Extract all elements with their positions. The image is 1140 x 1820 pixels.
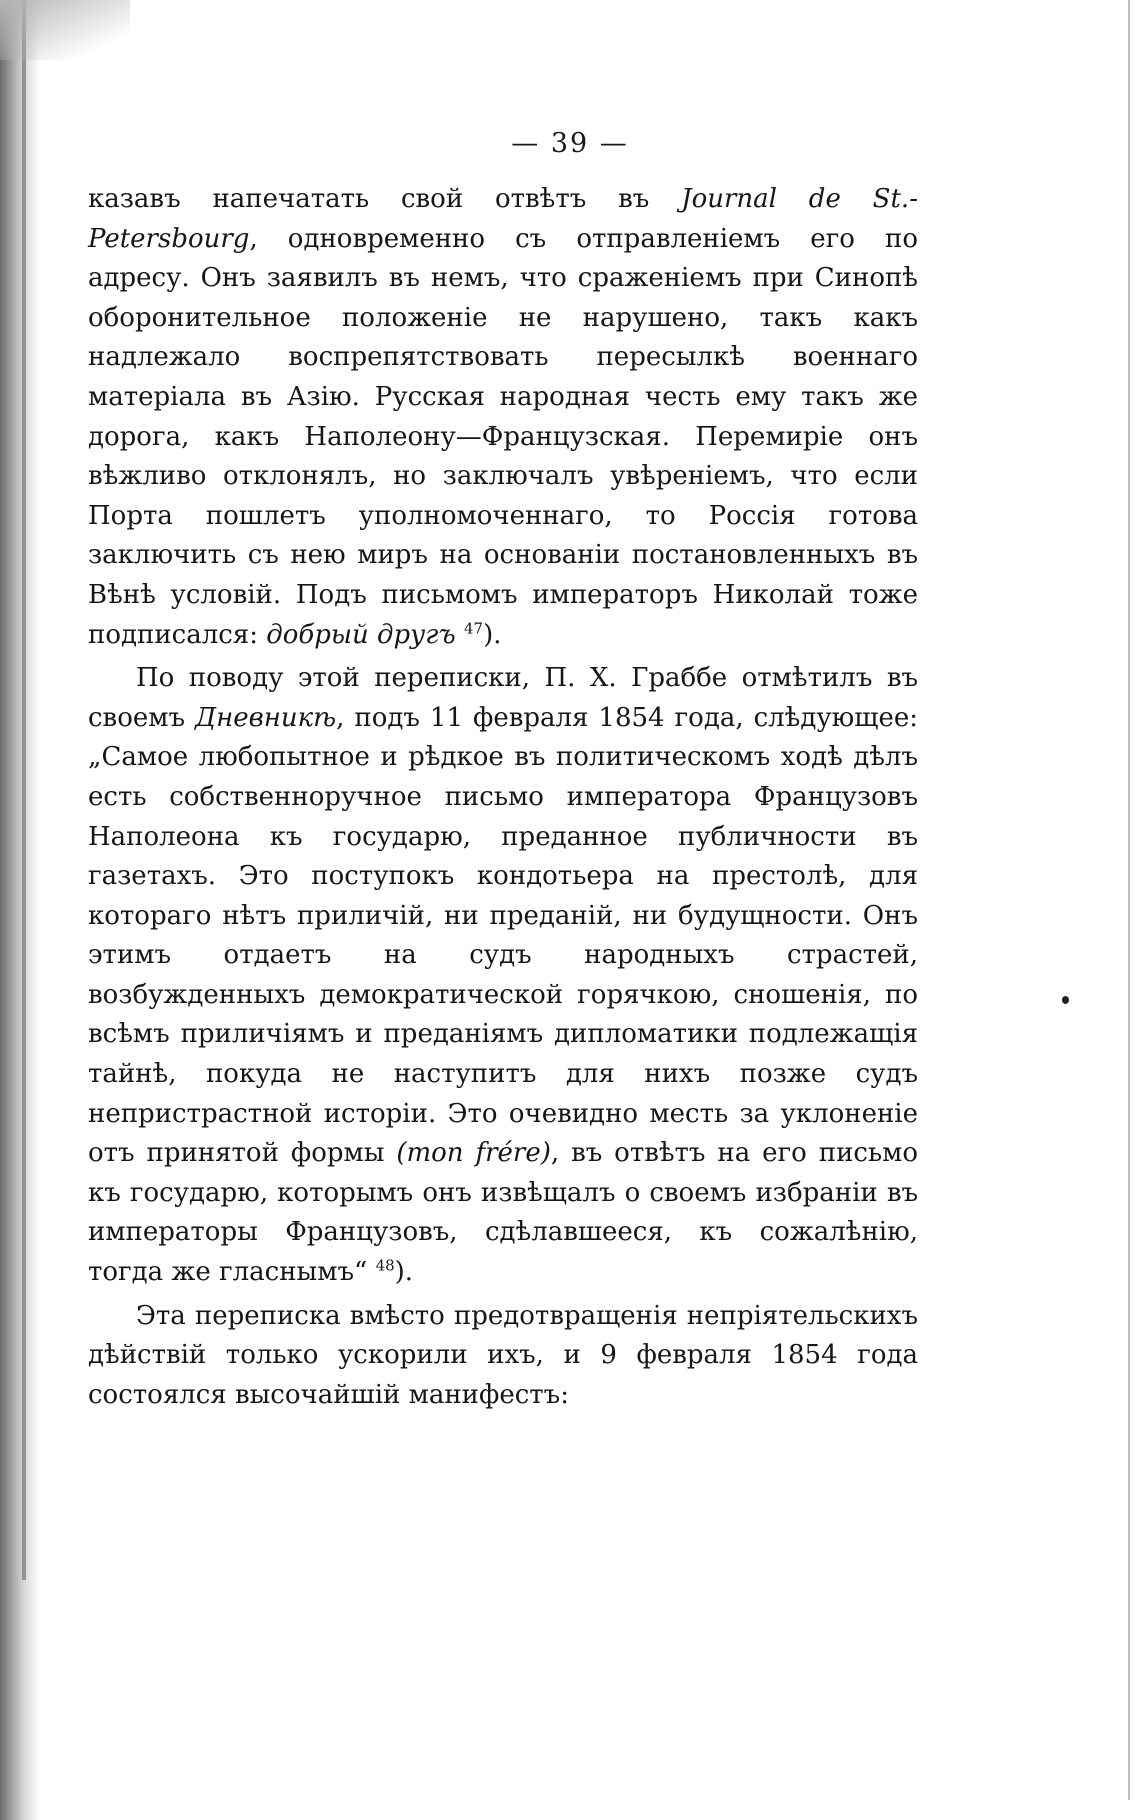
paragraph [88,1297,918,1416]
text-run: , подъ 11 февраля 1854 года, слѣдующее: „Самое любопытное и рѣдкое въ политическомъ ходѣ дѣлъ есть собственноручное письмо императора Французовъ Наполеона къ государю, преданное публичности въ газетахъ. Это поступокъ кондотьера на престолѣ, для котораго нѣтъ приличій, ни преданій, ни будущности. Онъ этимъ отдаетъ на судъ народныхъ страстей, возбужденныхъ демократической горячкою, сношенія, по всѣмъ приличіямъ и преданіямъ дипломатики подлежащія тайнѣ, покуда не наступитъ для нихъ позже судъ непристрастной исторіи. Это очевидно месть за уклоненіе отъ принятой формы [88,702,918,1169]
paragraph [88,180,918,655]
text-run [456,620,464,650]
text-run: , одновременно съ отправленіемъ его по адресу. Онъ заявилъ въ немъ, что сраженіемъ при Синопѣ оборонительное положеніе не нарушено, такъ какъ надлежало воспрепятствовать пересылкѣ военнаго матеріала въ Азію. Русская народная честь ему такъ же дорога, какъ Наполеону—Французская. Перемиріе онъ вѣжливо отклонялъ, но заключалъ увѣреніемъ, что если Порта пошлетъ уполномоченнаго, то Россія готова заключить съ нею миръ на основаніи постановленныхъ въ Вѣнѣ условій. Подъ письмомъ императоръ Николай тоже подписался: [88,223,918,650]
binding-line [22,0,26,1580]
text-run: ). [483,619,502,650]
page-text [88,180,918,1415]
italic-text: (mon frére) [396,1138,551,1169]
text-run: ). [394,1257,414,1288]
italic-text: Journal de St.-Petersbourg [88,184,918,254]
paragraph [88,659,918,1293]
binding-shadow [0,0,40,1820]
text-run: По поводу этой переписки, П. Х. Граббе отмѣтилъ въ своемъ [88,663,918,733]
text-run: казавъ напечатать свой отвѣтъ въ [88,184,682,214]
italic-text: добрый другъ [266,619,456,650]
footnote-ref: 47 [464,618,484,637]
italic-text: Дневникѣ [195,702,337,733]
footnote-ref: 48 [375,1256,395,1275]
page-number: — 39 — [511,128,629,159]
text-run: Эта переписка вмѣсто предотвращенія непріятельскихъ дѣйствій только ускорили ихъ, и 9 февраля 1854 года состоялся высочайшій манифестъ: [88,1300,918,1410]
ink-speck [1062,996,1069,1004]
scan-smudge [0,0,130,60]
text-run: , въ отвѣтъ на его письмо къ государю, которымъ онъ извѣщалъ о своемъ избраніи въ императоры Французовъ, сдѣлавшееся, къ сожалѣнію, тогда же гласнымъ“ [88,1138,918,1288]
page-edge [1128,0,1130,1800]
